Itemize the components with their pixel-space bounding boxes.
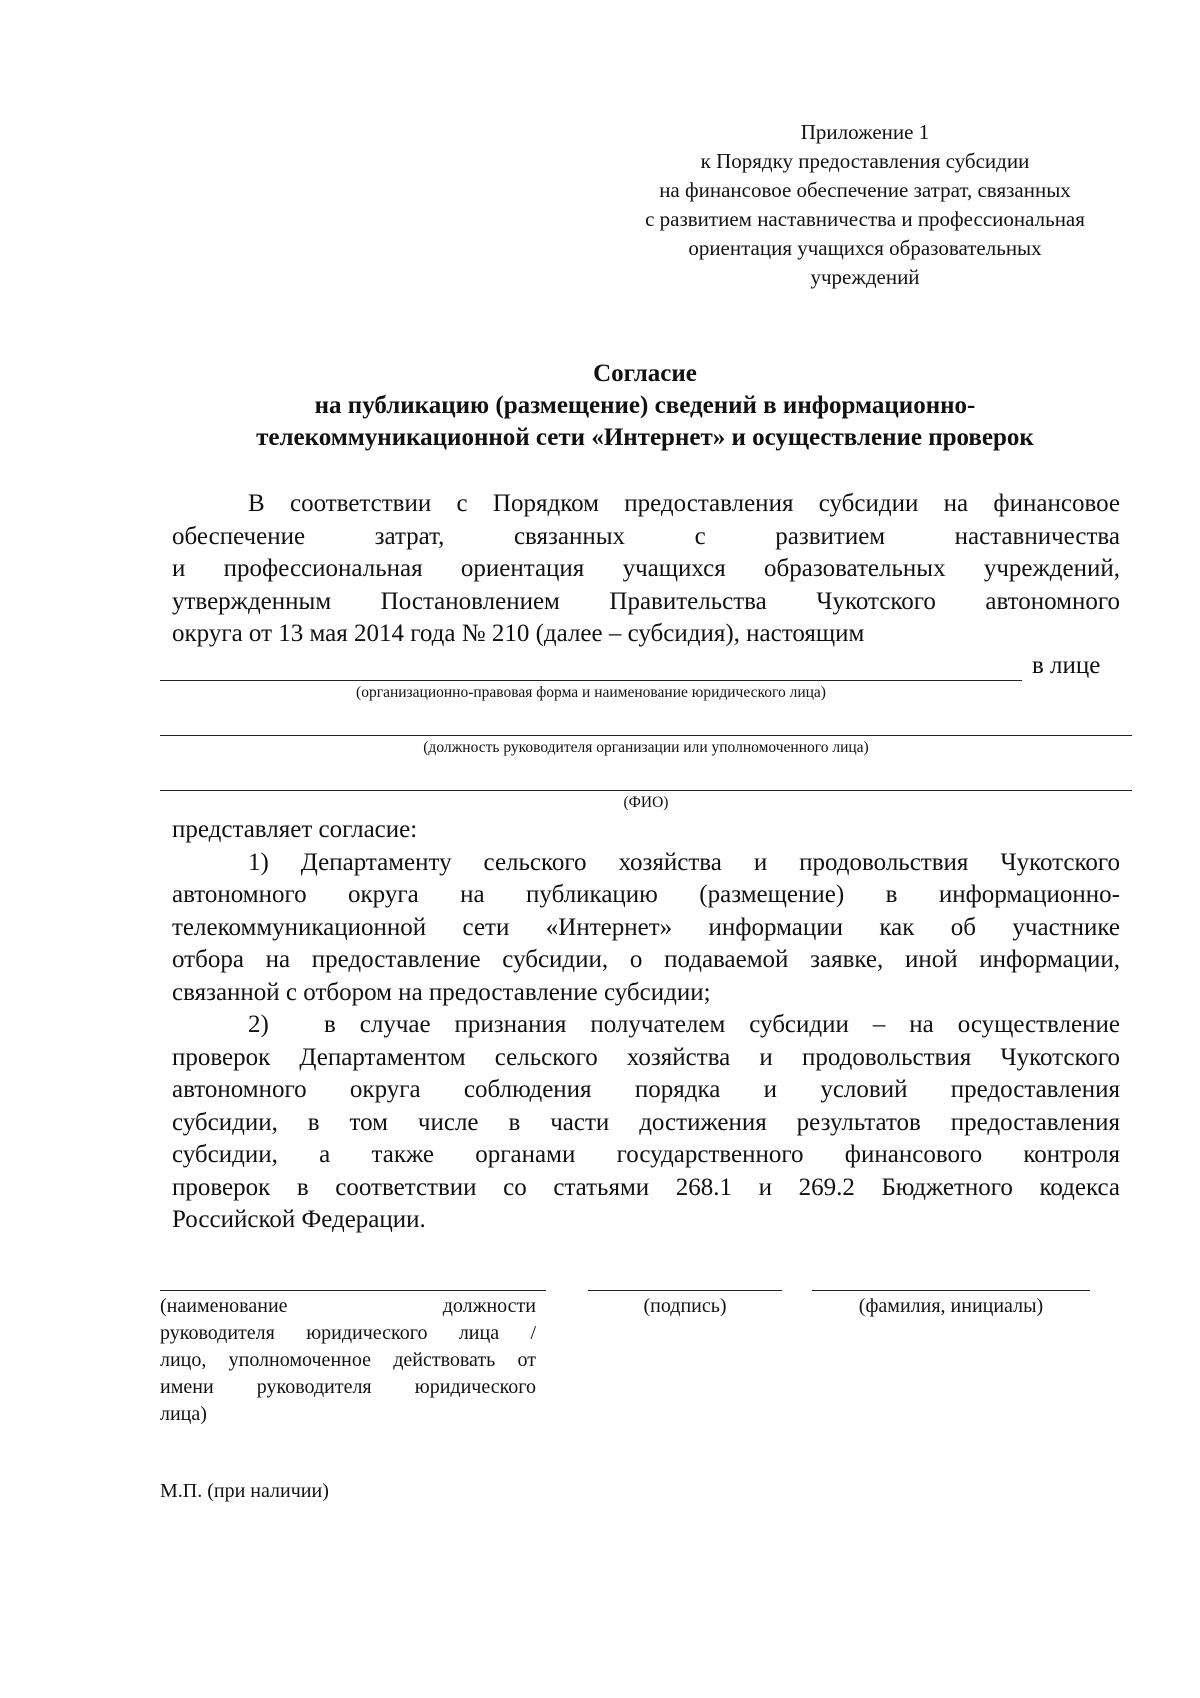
consent-item2-line: субсидии, в том числе в части достижения результатов предоставления (172, 1108, 1120, 1136)
consent-item2-line: субсидии, а также органами государственного финансового контроля (172, 1141, 1120, 1168)
name-initials-caption: (фамилия, инициалы) (858, 1295, 1044, 1317)
name-signature-line[interactable] (812, 1290, 1090, 1291)
intro-line: обеспечение затрат, связанных с развитием наставничества (172, 522, 1120, 550)
fio-caption: (ФИО) (623, 794, 669, 811)
title-line: на публикацию (размещение) сведений в информационно- (314, 392, 976, 419)
signature-line[interactable] (588, 1290, 782, 1291)
intro-line: округа от 13 мая 2014 года № 210 (далее – субсидия), настоящим (172, 620, 865, 647)
consent-item1-line: связанной с отбором на предоставление субсидии; (172, 978, 711, 1006)
position-field[interactable] (160, 735, 1132, 736)
appendix-line: учреждений (810, 265, 920, 289)
document-title (150, 358, 1140, 454)
signatory-position-line: лицо, уполномоченное действовать от (160, 1349, 536, 1371)
position-signature-line[interactable] (160, 1290, 546, 1291)
org-name-field[interactable] (160, 680, 1022, 681)
title-line: Согласие (593, 360, 697, 387)
consent-item2-line: Российской Федерации. (172, 1206, 426, 1233)
signatory-position-caption (160, 1293, 536, 1428)
signatory-position-line: (наименование должности (160, 1295, 536, 1317)
appendix-line: Приложение 1 (800, 120, 930, 144)
consent-item2-line: в случае признания получателем субсидии – на осуществление (324, 1011, 1120, 1038)
appendix-line: на финансовое обеспечение затрат, связанных (659, 178, 1071, 202)
signatory-position-line: имени руководителя юридического (160, 1376, 536, 1398)
appendix-header (590, 118, 1140, 292)
org-name-caption: (организационно-правовая форма и наименование юридического лица) (356, 684, 826, 701)
intro-line: В соответствии с Порядком предоставления субсидии на финансовое (248, 490, 1120, 517)
consent-item2-line: автономного округа соблюдения порядка и условий предоставления (172, 1076, 1120, 1103)
consent-item1-line: 1) Департаменту сельского хозяйства и продовольствия Чукотского (248, 848, 1120, 876)
consent-item2-number: 2) (248, 1011, 269, 1038)
consent-lead: представляет согласие: (172, 816, 418, 843)
fio-field[interactable] (160, 790, 1132, 791)
appendix-line: к Порядку предоставления субсидии (700, 149, 1030, 173)
consent-paragraph (172, 814, 1120, 1237)
consent-item1-line: отбора на предоставление субсидии, о подаваемой заявке, иной информации, (172, 946, 1120, 973)
signatory-position-line: руководителя юридического лица / (160, 1322, 536, 1344)
v-lice-label: в лице (1032, 652, 1101, 679)
appendix-line: с развитием наставничества и профессиональная (645, 207, 1085, 231)
stamp-label: М.П. (при наличии) (160, 1480, 329, 1502)
title-line: телекоммуникационной сети «Интернет» и осуществление проверок (256, 424, 1034, 451)
signatory-position-line: лица) (160, 1403, 207, 1425)
appendix-line: ориентация учащихся образовательных (688, 236, 1042, 260)
intro-paragraph (172, 488, 1120, 651)
consent-item1-line: телекоммуникационной сети «Интернет» информации как об участнике (172, 913, 1120, 941)
consent-item2-first (172, 1009, 1120, 1042)
intro-line: и профессиональная ориентация учащихся образовательных учреждений, (172, 555, 1120, 582)
position-caption: (должность руководителя организации или уполномоченного лица) (423, 739, 869, 756)
signature-caption: (подпись) (643, 1295, 727, 1317)
consent-item2-line: проверок в соответствии со статьями 268.1 и 269.2 Бюджетного кодекса (172, 1173, 1120, 1201)
consent-item2-line: проверок Департаментом сельского хозяйства и продовольствия Чукотского (172, 1043, 1120, 1071)
intro-line: утвержденным Постановлением Правительства Чукотского автономного (172, 587, 1120, 615)
consent-item1-line: автономного округа на публикацию (размещение) в информационно- (172, 881, 1120, 908)
